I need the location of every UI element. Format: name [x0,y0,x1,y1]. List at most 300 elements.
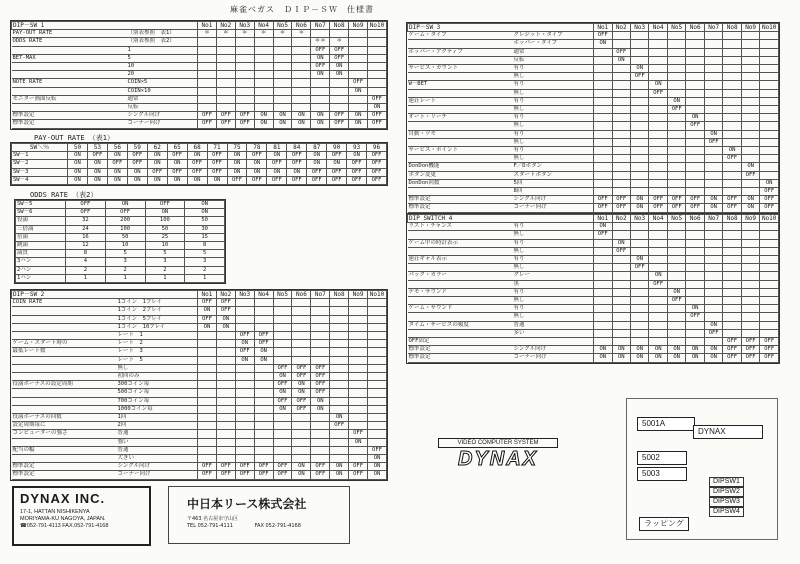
sw4-row [408,239,779,247]
sw4-switch-cell [723,272,741,280]
sw3-switch-cell [649,114,667,122]
sw4-row-label: ゲーム・サウンド [408,305,508,313]
sw2-col-header: No9 [349,291,368,299]
sw3-switch-cell [686,32,704,40]
sw3-switch-cell [704,163,722,171]
payout-cell: OFF [367,152,387,160]
sw1-row-option: （別表参照 表2） [122,38,198,46]
sw2-switch-cell [292,299,311,307]
sw2-switch-cell [216,397,235,405]
sw3-switch-cell [723,32,741,40]
sw2-switch-cell [368,389,387,397]
sw1-row-option: 反転 [122,104,198,112]
sw3-switch-cell: ON [594,40,612,48]
sw2-row [12,389,387,397]
sw3-switch-cell [686,138,704,146]
odds-cell: 三倍満 [16,225,66,233]
sw3-row [408,130,779,138]
sw1-switch-cell [235,87,254,95]
odds-cell: 15 [185,233,225,241]
sw3-switch-cell [594,81,612,89]
dipsw3-header-row [408,24,779,32]
sw3-switch-cell [612,106,630,114]
sw4-switch-cell [686,297,704,305]
sw3-switch-cell [686,40,704,48]
sw2-row-option: レート 2 [112,340,198,348]
sw3-switch-cell [723,73,741,81]
sw2-switch-cell [216,364,235,372]
sw1-switch-cell [368,71,387,79]
sw2-switch-cell: OFF [292,397,311,405]
sw2-switch-cell: OFF [368,446,387,454]
sw3-switch-cell: OFF [741,171,759,179]
sw2-switch-cell [330,307,349,315]
sw4-switch-cell: OFF [723,338,741,346]
sw1-col-header: No1 [198,22,217,30]
sw3-switch-cell [686,171,704,179]
sw1-row-label [12,46,122,54]
sw2-row-label [12,397,112,405]
sw4-switch-cell: ON [704,321,722,329]
sw4-switch-cell [741,264,759,272]
sw3-row-option: 有り [508,65,594,73]
sw3-switch-cell [630,171,648,179]
sw4-row [408,272,779,280]
sw1-switch-cell: OFF [198,120,217,128]
sw1-row [12,79,387,87]
sw3-switch-cell [612,40,630,48]
odds-cell: 100 [145,217,185,225]
payout-cell: SW－3 [12,168,68,176]
sw4-row-option: 有り [508,288,594,296]
payout-cell: ON [307,152,327,160]
sw1-switch-cell [216,87,235,95]
sw4-switch-cell [704,305,722,313]
sw3-switch-cell [704,122,722,130]
sw3-switch-cell [686,73,704,81]
odds-cell: 200 [105,217,145,225]
sw2-switch-cell: ON [330,463,349,471]
sw3-switch-cell [760,138,779,146]
sw3-row [408,138,779,146]
sw4-switch-cell [741,272,759,280]
sw2-switch-cell: ON [368,455,387,463]
payout-cell: OFF [87,152,107,160]
sw2-switch-cell [368,422,387,430]
sw3-switch-cell [630,155,648,163]
sw3-row-option: 8回 [508,188,594,196]
sw2-switch-cell: OFF [292,373,311,381]
sw2-switch-cell [368,299,387,307]
sw2-switch-cell [330,455,349,463]
payout-cell: ON [68,168,88,176]
sw2-switch-cell [198,356,217,364]
sw2-row-option: 普通 [112,446,198,454]
sw3-row [408,97,779,105]
sw4-switch-cell [630,231,648,239]
sw1-switch-cell [216,38,235,46]
payout-row [12,168,387,176]
sw2-switch-cell [330,315,349,323]
sw4-switch-cell [612,329,630,337]
sw1-row-option: 1 [122,46,198,54]
sw4-row-option: 無し [508,264,594,272]
sw3-row-label [408,138,508,146]
sw3-switch-cell [649,40,667,48]
sw3-switch-cell [649,163,667,171]
dipsw1-table [11,21,387,129]
sw3-row [408,40,779,48]
odds-row [16,201,225,209]
sw3-switch-cell [594,65,612,73]
dipsw3-section [406,22,780,214]
sw2-switch-cell [235,430,254,438]
sw2-switch-cell [235,405,254,413]
sw2-switch-cell [311,455,330,463]
dynax-address-line2: MORIYAMA-KU NAGOYA, JAPAN. [20,516,106,522]
sw3-switch-cell [594,97,612,105]
sw3-switch-cell [594,188,612,196]
sw3-switch-cell [612,163,630,171]
payout-table [11,143,387,185]
sw2-switch-cell [330,397,349,405]
sw3-switch-cell [723,89,741,97]
sw1-switch-cell: OFF [216,120,235,128]
sw2-switch-cell [311,323,330,331]
sw4-switch-cell: OFF [741,346,759,354]
sw3-switch-cell [667,73,685,81]
sw4-col-header: No5 [667,215,685,223]
sw2-switch-cell: ON [368,463,387,471]
sw4-switch-cell [594,239,612,247]
sw4-switch-cell [630,321,648,329]
sw4-switch-cell [760,297,779,305]
sw1-row-label: PAY-OUT RATE [12,30,122,38]
sw2-row-label [12,315,112,323]
sw1-row-label: NOTE RATE [12,79,122,87]
sw1-row-label [12,63,122,71]
sw3-switch-cell [630,130,648,138]
sw1-row [12,38,387,46]
sw4-switch-cell [723,329,741,337]
dipsw4-label: DIPSW4 [709,507,744,517]
payout-cell: ON [87,176,107,184]
sw3-switch-cell [760,32,779,40]
sw4-switch-cell: ON [667,354,685,362]
sw3-switch-cell [649,48,667,56]
sw3-switch-cell [649,188,667,196]
sw3-switch-cell [704,89,722,97]
payout-header-cell: SW＼％ [12,144,68,152]
sw4-switch-cell [760,231,779,239]
odds-cell: 2 [66,266,106,274]
sw4-switch-cell: ON [594,223,612,231]
dipsw2-table [11,290,387,480]
sw3-row-label [408,122,508,130]
sw4-switch-cell [630,247,648,255]
odds-row [16,217,225,225]
sw3-switch-cell [667,138,685,146]
sw2-col-header: No2 [216,291,235,299]
sw2-switch-cell [349,348,368,356]
sw4-row [408,329,779,337]
sw4-switch-cell [612,338,630,346]
sw4-switch-cell [741,297,759,305]
sw4-switch-cell [594,329,612,337]
sw3-switch-cell [704,155,722,163]
payout-cell: ON [187,152,207,160]
sw1-switch-cell: ON [330,63,349,71]
sw4-switch-cell [741,288,759,296]
sw2-row [12,471,387,479]
sw3-row-label: ホッパー・アクティブ [408,48,508,56]
sw1-switch-cell: ＊＊ [311,38,330,46]
sw2-switch-cell [198,340,217,348]
odds-cell: 4 [66,258,106,266]
sw3-switch-cell [612,155,630,163]
payout-cell: OFF [287,152,307,160]
sw2-switch-cell [292,455,311,463]
sw1-switch-cell: ＊ [292,30,311,38]
sw1-switch-cell: ON [292,120,311,128]
sw4-row-option: 無し [508,313,594,321]
sw3-switch-cell: OFF [704,138,722,146]
odds-cell: 5 [105,250,145,258]
sw2-switch-cell: OFF [273,381,292,389]
sw3-switch-cell [612,188,630,196]
sw3-switch-cell [686,179,704,187]
sw1-switch-cell [235,38,254,46]
sw2-switch-cell: OFF [311,364,330,372]
sw3-switch-cell: ON [630,196,648,204]
sw4-switch-cell [723,305,741,313]
sw2-switch-cell [198,438,217,446]
sw1-switch-cell [254,54,273,62]
sw4-row [408,338,779,346]
sw2-switch-cell [254,446,273,454]
sw3-row [408,56,779,64]
sw3-switch-cell [723,48,741,56]
sw2-switch-cell [198,446,217,454]
sw4-row [408,346,779,354]
sw1-switch-cell [254,95,273,103]
sw4-switch-cell [704,264,722,272]
odds-table [15,200,225,283]
sw1-switch-cell [254,87,273,95]
sw2-switch-cell [273,299,292,307]
sw3-switch-cell [612,89,630,97]
sw1-row [12,54,387,62]
sw2-switch-cell: ON [273,373,292,381]
sw3-switch-cell [741,106,759,114]
sw4-row-label: 標準設定 [408,354,508,362]
sw3-switch-cell [686,56,704,64]
sw3-switch-cell [667,48,685,56]
sw1-switch-cell [292,46,311,54]
sw3-switch-cell [667,155,685,163]
sw2-switch-cell [198,373,217,381]
sw2-row-option: 1コイン 1プレイ [112,299,198,307]
sw2-switch-cell [254,430,273,438]
sw2-switch-cell [216,389,235,397]
payout-cell: OFF [127,152,147,160]
sw2-row-option: 強い [112,438,198,446]
sw4-switch-cell: ON [686,305,704,313]
sw1-col-header: No8 [330,22,349,30]
sw4-row [408,321,779,329]
sw4-switch-cell [723,288,741,296]
sw3-row-label: 自動・ツモ [408,130,508,138]
sw2-switch-cell [330,356,349,364]
sw4-switch-cell [704,239,722,247]
sw3-row-label: サービス・ポイント [408,147,508,155]
sw2-switch-cell [368,356,387,364]
sw2-switch-cell [311,446,330,454]
sw1-switch-cell: OFF [216,112,235,120]
odds-cell: 2ハン [16,266,66,274]
sw4-row-label: 連荘ギャル表示 [408,256,508,264]
sw4-row-option: 無し [508,297,594,305]
sw3-switch-cell: ON [760,179,779,187]
sw3-switch-cell [594,179,612,187]
sw3-row-option: F／Dボタン [508,163,594,171]
sw4-switch-cell [741,313,759,321]
payout-cell: ON [147,176,167,184]
sw2-switch-cell: OFF [273,364,292,372]
sw4-switch-cell [630,288,648,296]
sw3-row [408,196,779,204]
sw4-row-option: 黒 [508,280,594,288]
sw2-switch-cell [349,323,368,331]
sw1-switch-cell [292,79,311,87]
sw4-switch-cell [667,256,685,264]
wrapping-label: ラッピング [639,517,689,531]
sw4-switch-cell [594,313,612,321]
sw3-switch-cell [667,81,685,89]
chip-5001a: 5001A [637,417,695,431]
sw2-row-label: COIN RATE [12,299,112,307]
sw4-row-option: シングル向け [508,346,594,354]
sw2-switch-cell [235,307,254,315]
sw1-switch-cell [349,54,368,62]
sw3-switch-cell [594,89,612,97]
sw3-switch-cell [741,188,759,196]
sw2-switch-cell: ON [330,414,349,422]
sw3-switch-cell [667,188,685,196]
sw2-switch-cell [198,332,217,340]
sw4-switch-cell [704,256,722,264]
sw3-row-label: DonDon回数 [408,179,508,187]
sw2-switch-cell [368,373,387,381]
sw4-switch-cell [741,305,759,313]
sw2-row-label [12,364,112,372]
sw4-switch-cell [667,313,685,321]
payout-cell: SW－2 [12,160,68,168]
sw3-col-header: No7 [704,24,722,32]
sw1-row-label: モニター画面反転 [12,95,122,103]
sw1-row-label: ODDS RATE [12,38,122,46]
sw1-switch-cell: ON [273,112,292,120]
sw3-switch-cell [741,89,759,97]
sw3-row-option: 有り [508,97,594,105]
payout-cell: OFF [367,160,387,168]
odds-cell: OFF [105,209,145,217]
sw1-col-header: No10 [368,22,387,30]
sw2-switch-cell [254,422,273,430]
sw3-switch-cell: ON [667,97,685,105]
odds-row [16,266,225,274]
sw1-switch-cell [292,63,311,71]
sw1-switch-cell: OFF [311,46,330,54]
sw3-switch-cell [741,32,759,40]
odds-row [16,250,225,258]
sw4-switch-cell [760,288,779,296]
dipsw1-body [12,30,387,128]
dipsw3-body [408,32,779,212]
sw2-row [12,323,387,331]
odds-cell: 12 [66,242,106,250]
sw4-row [408,354,779,362]
sw4-switch-cell [649,288,667,296]
payout-cell: OFF [327,168,347,176]
odds-cell: 1 [145,274,185,282]
dipsw4-body [408,223,779,362]
sw3-switch-cell [760,65,779,73]
sw3-switch-cell [760,56,779,64]
payout-row [12,152,387,160]
payout-cell: ON [267,168,287,176]
sw3-col-header: No3 [630,24,648,32]
dipsw1-title: DIP－SW 1 [12,22,198,30]
sw2-row-option: 普通 [112,430,198,438]
sw2-switch-cell [198,348,217,356]
sw3-row-option: 有り [508,147,594,155]
sw2-switch-cell [216,438,235,446]
payout-header-cell: 68 [187,144,207,152]
sw2-switch-cell: OFF [216,307,235,315]
payout-cell: ON [68,176,88,184]
sw2-row-option: 500コイン毎 [112,389,198,397]
sw4-row-option: 普通 [508,321,594,329]
sw1-switch-cell [349,63,368,71]
sw2-switch-cell [216,373,235,381]
sw1-row-label [12,104,122,112]
sw2-switch-cell [311,348,330,356]
sw2-switch-cell [198,430,217,438]
sw4-switch-cell [649,305,667,313]
sw4-row-label [408,247,508,255]
payout-cell: OFF [307,168,327,176]
sw2-row-label [12,373,112,381]
sw2-switch-cell [235,389,254,397]
sw4-switch-cell: OFF [704,329,722,337]
sw3-row [408,179,779,187]
dip-switch-labels [709,477,744,517]
sw4-switch-cell [649,313,667,321]
sw2-switch-cell: ON [254,348,273,356]
sw1-switch-cell [235,71,254,79]
sw2-row-label: 最低レート数 [12,348,112,356]
sw2-switch-cell [330,405,349,413]
sw3-switch-cell [594,122,612,130]
sw2-switch-cell [330,323,349,331]
odds-cell: 跳満 [16,242,66,250]
odds-cell: 3 [185,258,225,266]
sw3-row-option: ホッパー・タイプ [508,40,594,48]
sw1-row [12,71,387,79]
sw1-switch-cell [292,87,311,95]
sw3-row [408,81,779,89]
